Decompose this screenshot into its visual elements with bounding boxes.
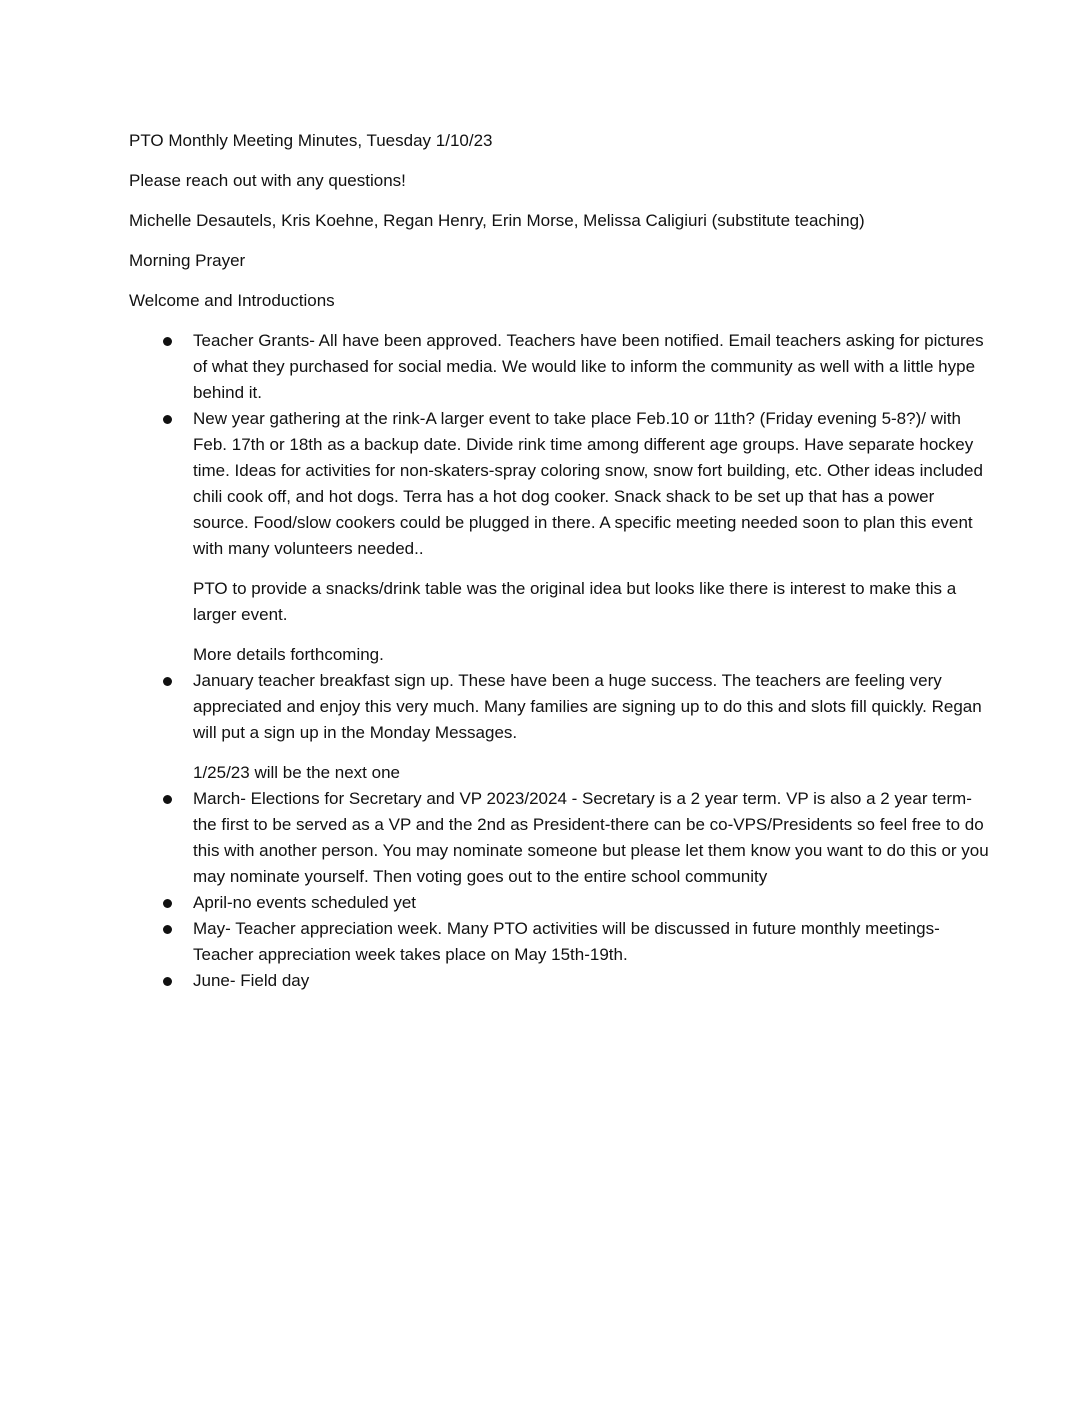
list-item-march-elections — [129, 786, 989, 890]
list-item-note: PTO to provide a snacks/drink table was the original idea but looks like there is interest to make this a larger event. — [193, 579, 957, 624]
document-body — [129, 128, 989, 994]
list-item-june — [129, 968, 989, 994]
list-item-april — [129, 890, 989, 916]
list-item-text: June- Field day — [193, 971, 310, 990]
list-item-text: New year gathering at the rink-A larger event to take place Feb.10 or 11th? (Friday evening 5-8?)/ with Feb. 17th or 18th as a backup date. Divide rink time among different age groups. Have separate hockey time. Ideas for activities for non-skaters-spray coloring snow, snow fort building, etc. Other ideas included chili cook off, and hot dogs. Terra has a hot dog cooker. Snack shack to be set up that has a power source. Food/slow cookers could be plugged in there. A specific meeting needed soon to plan this event with many volunteers needed.. — [193, 409, 983, 558]
list-item-note: 1/25/23 will be the next one — [193, 763, 400, 782]
list-item-may — [129, 916, 989, 968]
list-item-rink-gathering — [129, 406, 989, 668]
list-item-text: January teacher breakfast sign up. These have been a huge success. The teachers are feeling very appreciated and enjoy this very much. Many families are signing up to do this and slots fill quickly. Regan will put a sign up in the Monday Messages. — [193, 671, 982, 742]
bullet-icon — [163, 337, 172, 346]
list-item-teacher-breakfast — [129, 668, 989, 786]
contact-note: Please reach out with any questions! — [129, 171, 406, 190]
welcome-heading: Welcome and Introductions — [129, 291, 335, 310]
morning-prayer-heading: Morning Prayer — [129, 251, 246, 270]
list-item-note: More details forthcoming. — [193, 645, 384, 664]
list-item-text: March- Elections for Secretary and VP 2023/2024 - Secretary is a 2 year term. VP is also a 2 year term-the first to be served as a VP and the 2nd as President-there can be co-VPS/Presidents so feel free to do this with another person. You may nominate someone but please let them know you want to do this or you may nominate yourself. Then voting goes out to the entire school community — [193, 789, 989, 886]
bullet-icon — [163, 925, 172, 934]
bullet-icon — [163, 899, 172, 908]
list-item-teacher-grants — [129, 328, 989, 406]
list-item-text: May- Teacher appreciation week. Many PTO activities will be discussed in future monthly meetings-Teacher appreciation week takes place on May 15th-19th. — [193, 919, 940, 964]
list-item-text: Teacher Grants- All have been approved. Teachers have been notified. Email teachers asking for pictures of what they purchased for social media. We would like to inform the community as well with a little hype behind it. — [193, 331, 984, 402]
meeting-title: PTO Monthly Meeting Minutes, Tuesday 1/10/23 — [129, 131, 493, 150]
bullet-icon — [163, 415, 172, 424]
agenda-list — [129, 328, 989, 994]
bullet-icon — [163, 677, 172, 686]
attendees-list: Michelle Desautels, Kris Koehne, Regan Henry, Erin Morse, Melissa Caligiuri (substitute teaching) — [129, 211, 865, 230]
list-item-text: April-no events scheduled yet — [193, 893, 417, 912]
bullet-icon — [163, 795, 172, 804]
bullet-icon — [163, 977, 172, 986]
